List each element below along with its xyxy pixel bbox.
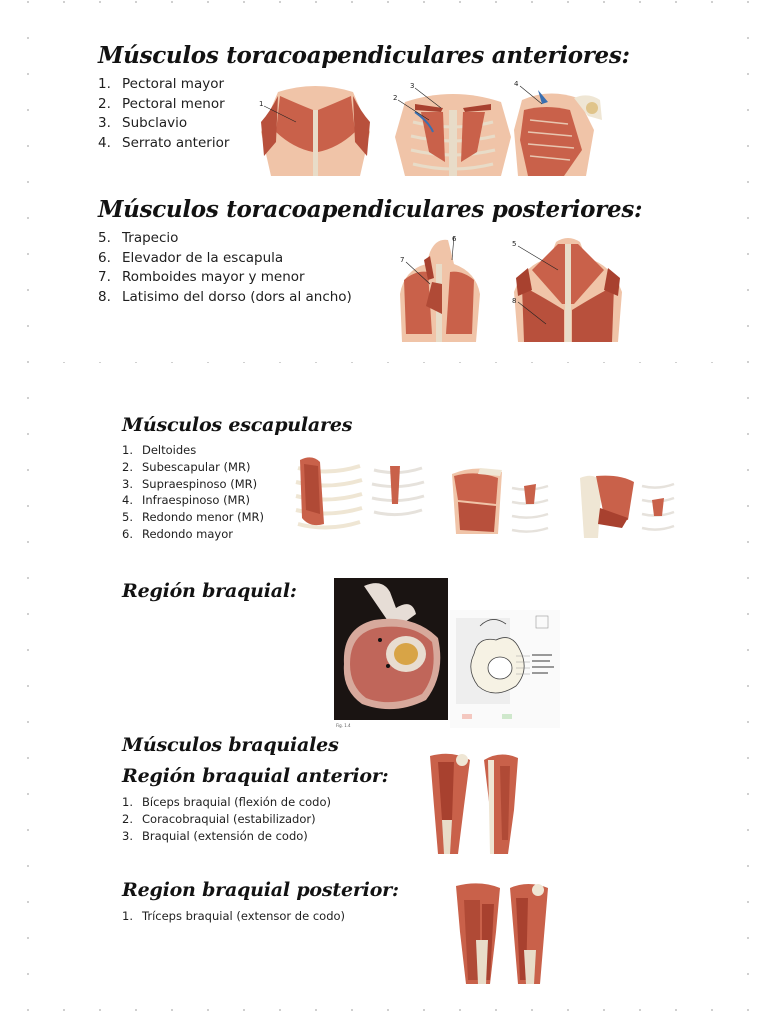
title-scapular: Músculos escapulares bbox=[122, 414, 353, 436]
list-item: 5. Trapecio bbox=[98, 230, 179, 246]
list-item: 4. Infraespinoso (MR) bbox=[122, 493, 250, 508]
arm-posterior-figure-1 bbox=[454, 880, 502, 984]
teres-figure bbox=[576, 468, 636, 538]
title-brachial-posterior: Region braquial posterior: bbox=[122, 879, 399, 901]
list-item: 1. Pectoral mayor bbox=[98, 76, 225, 92]
title-brachial-muscles: Músculos braquiales bbox=[122, 734, 339, 756]
list-item: 2. Coracobraquial (estabilizador) bbox=[122, 811, 316, 826]
figure-caption: Fig. 1.4 bbox=[336, 723, 351, 728]
serratus-anterior-figure bbox=[508, 80, 608, 176]
supraspinatus-figure bbox=[446, 464, 508, 536]
trapezius-latissimus-figure bbox=[508, 234, 628, 342]
list-item: 5. Redondo menor (MR) bbox=[122, 510, 265, 525]
list-item: 2. Subescapular (MR) bbox=[122, 459, 251, 474]
title-brachial-region: Región braquial: bbox=[122, 580, 297, 602]
arm-anterior-figure-1 bbox=[424, 750, 474, 856]
pectoral-major-figure bbox=[258, 82, 373, 176]
list-item: 4. Serrato anterior bbox=[98, 134, 230, 151]
page-sheet-thoracoappendicular bbox=[48, 20, 720, 362]
list-item: 6. Elevador de la escapula bbox=[98, 249, 284, 266]
list-brachial-anterior bbox=[122, 794, 331, 844]
subscapular-figure bbox=[292, 454, 364, 536]
figure-label: 5 bbox=[512, 240, 517, 248]
figure-label: 6 bbox=[452, 235, 457, 243]
figure-label: 4 bbox=[514, 80, 519, 88]
levator-rhomboid-figure bbox=[396, 234, 482, 342]
subscapular-detail-figure bbox=[370, 460, 426, 530]
list-brachial-posterior bbox=[122, 908, 345, 925]
brachial-compartments-diagram bbox=[450, 610, 560, 728]
teres-detail-figure bbox=[640, 476, 676, 538]
pectoral-minor-figure bbox=[393, 82, 513, 176]
list-thoracic-anterior bbox=[98, 75, 229, 153]
list-item: 3. Subclavio bbox=[98, 115, 188, 132]
list-item: 7. Romboides mayor y menor bbox=[98, 269, 305, 286]
list-item: 1. Deltoides bbox=[122, 443, 197, 457]
figure-label: 3 bbox=[410, 82, 415, 90]
infraspinatus-detail-figure bbox=[510, 478, 550, 538]
list-item: 8. Latisimo del dorso (dors al ancho) bbox=[98, 288, 352, 305]
figure-label: 7 bbox=[400, 256, 405, 264]
figure-label: 8 bbox=[512, 297, 517, 305]
brachial-cross-section-photo bbox=[334, 578, 448, 720]
arm-anterior-figure-2 bbox=[480, 750, 522, 856]
title-thoracic-anterior: Músculos toracoapendiculares anteriores: bbox=[98, 42, 630, 69]
arm-posterior-figure-2 bbox=[508, 880, 550, 984]
list-item: 1. Tríceps braquial (extensor de codo) bbox=[122, 909, 346, 923]
page-sheet-upper-limb bbox=[48, 396, 720, 996]
list-item: 2. Pectoral menor bbox=[98, 95, 225, 112]
title-thoracic-posterior: Músculos toracoapendiculares posteriores: bbox=[98, 196, 643, 223]
figure-label: 2 bbox=[393, 94, 398, 102]
subtitle-brachial-anterior: Región braquial anterior: bbox=[122, 765, 389, 787]
list-thoracic-posterior bbox=[98, 229, 352, 307]
list-item: 1. Bíceps braquial (flexión de codo) bbox=[122, 795, 331, 809]
list-item: 3. Supraespinoso (MR) bbox=[122, 476, 258, 491]
list-scapular bbox=[122, 442, 264, 543]
figure-label: 1 bbox=[259, 100, 264, 108]
list-item: 6. Redondo mayor bbox=[122, 526, 233, 541]
list-item: 3. Braquial (extensión de codo) bbox=[122, 828, 308, 843]
